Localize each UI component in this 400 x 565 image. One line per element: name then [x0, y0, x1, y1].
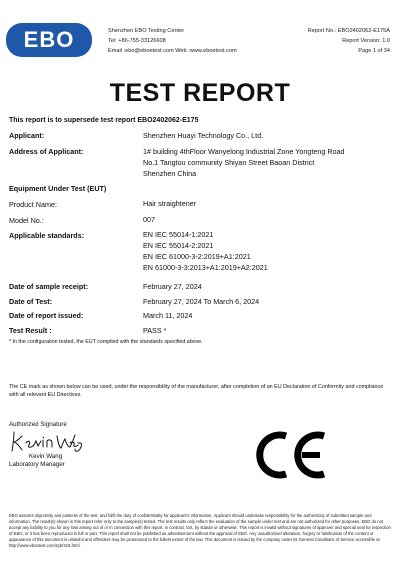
signature-title: Authorized Signature [9, 421, 67, 428]
report-version: Report Version: 1.0 [342, 38, 390, 44]
standard-item: EN IEC 61000-3-2:2019+A1:2021 [143, 252, 251, 261]
page-number: Page 1 of 34 [358, 48, 390, 54]
address-line: No.1 Tangtou community Shiyan Street Baoan District [143, 158, 315, 167]
compliance-note: * In the configuration tested, the EUT complied with the standards specified above. [9, 339, 203, 345]
supersede-statement: This report is to supersede test report EBO2402062-E175 [9, 117, 199, 124]
issued-date-label: Date of report issued: [9, 311, 84, 320]
address-label: Address of Applicant: [9, 147, 84, 156]
report-number: Report No.: EBO2402062-E175A [307, 28, 390, 34]
test-result-value: PASS * [143, 326, 167, 335]
company-email-web: Email :ebo@eboetest.com Web :www.eboetest.com [108, 48, 237, 54]
receipt-date-label: Date of sample receipt: [9, 282, 89, 291]
receipt-date-value: February 27, 2024 [143, 282, 202, 291]
standard-item: EN IEC 55014-2:2021 [143, 241, 214, 250]
company-name: Shenzhen EBO Testing Center [108, 28, 185, 34]
model-value: 007 [143, 215, 155, 224]
test-date-label: Date of Test: [9, 297, 52, 306]
header-report-info [308, 26, 390, 56]
ce-statement: The CE mark as shown below can be used, under the responsibility of the manufacturer, after completion of an EU Declaration of Conformity and compliance with all relevant EU Directives. [9, 384, 384, 398]
ce-mark-icon [252, 429, 328, 481]
standard-item: EN 61000-3-3:2013+A1:2019+A2:2021 [143, 263, 268, 272]
applicant-label: Applicant: [9, 131, 45, 140]
signatory-name: Kevin Wang [29, 453, 63, 460]
standards-list [143, 229, 268, 273]
handwritten-signature [8, 428, 86, 454]
address-value [143, 146, 345, 179]
product-label: Product Name: [9, 200, 57, 209]
header-contact [108, 26, 237, 56]
page-title: TEST REPORT [109, 79, 291, 107]
standards-label: Applicable standards: [9, 231, 85, 240]
ebo-logo: EBO [6, 23, 92, 57]
applicant-value: Shenzhen Huayi Technology Co., Ltd. [143, 131, 264, 140]
standard-item: EN IEC 55014-1:2021 [143, 230, 214, 239]
test-date-value: February 27, 2024 To March 6, 2024 [143, 297, 260, 306]
signatory-role: Laboratory Manager [9, 461, 65, 468]
product-value: Hair straightener [143, 199, 197, 208]
test-result-label: Test Result : [9, 326, 52, 335]
address-line: Shenzhen China [143, 169, 197, 178]
address-line: 1# building 4thFloor Wanyelong Industrial Zone Yongteng Road [143, 147, 345, 156]
company-tel: Tel: +86-755-33126608 [108, 38, 166, 44]
model-label: Model No.: [9, 216, 44, 225]
issued-date-value: March 11, 2024 [143, 311, 193, 320]
eut-heading: Equipment Under Test (EUT) [9, 184, 107, 193]
legal-disclaimer: EBO assures objectivity and justness of the test, and fulfil the duty of confidentiality for applicant's information. Applicant should undertake responsibility for the authenticity of submitted sample and information. The result(s) shown in this report refer only to the sample(s) tested. The test results only reflect the evaluation of the sample under test and are not authorized for other purposes. EBO do not accept any liability to you for any loss arising out of or in connection with this report, in contract, tort, by statute or otherwise. This report is invalid without signatures of approver and special seal for inspection of EBO, or it has been reproduced in full or part. This report shall not be published as advertisement without the approval of EBO. Any unauthorized alteration, forgery or falsification of the content or appearance of this document is unlawful and offenders may be prosecuted to the fullest extent of the law. This document is issued by the company under its General Conditions of Service accessible at http://www.eboetest.com/zyb/316.html. [9, 513, 391, 548]
